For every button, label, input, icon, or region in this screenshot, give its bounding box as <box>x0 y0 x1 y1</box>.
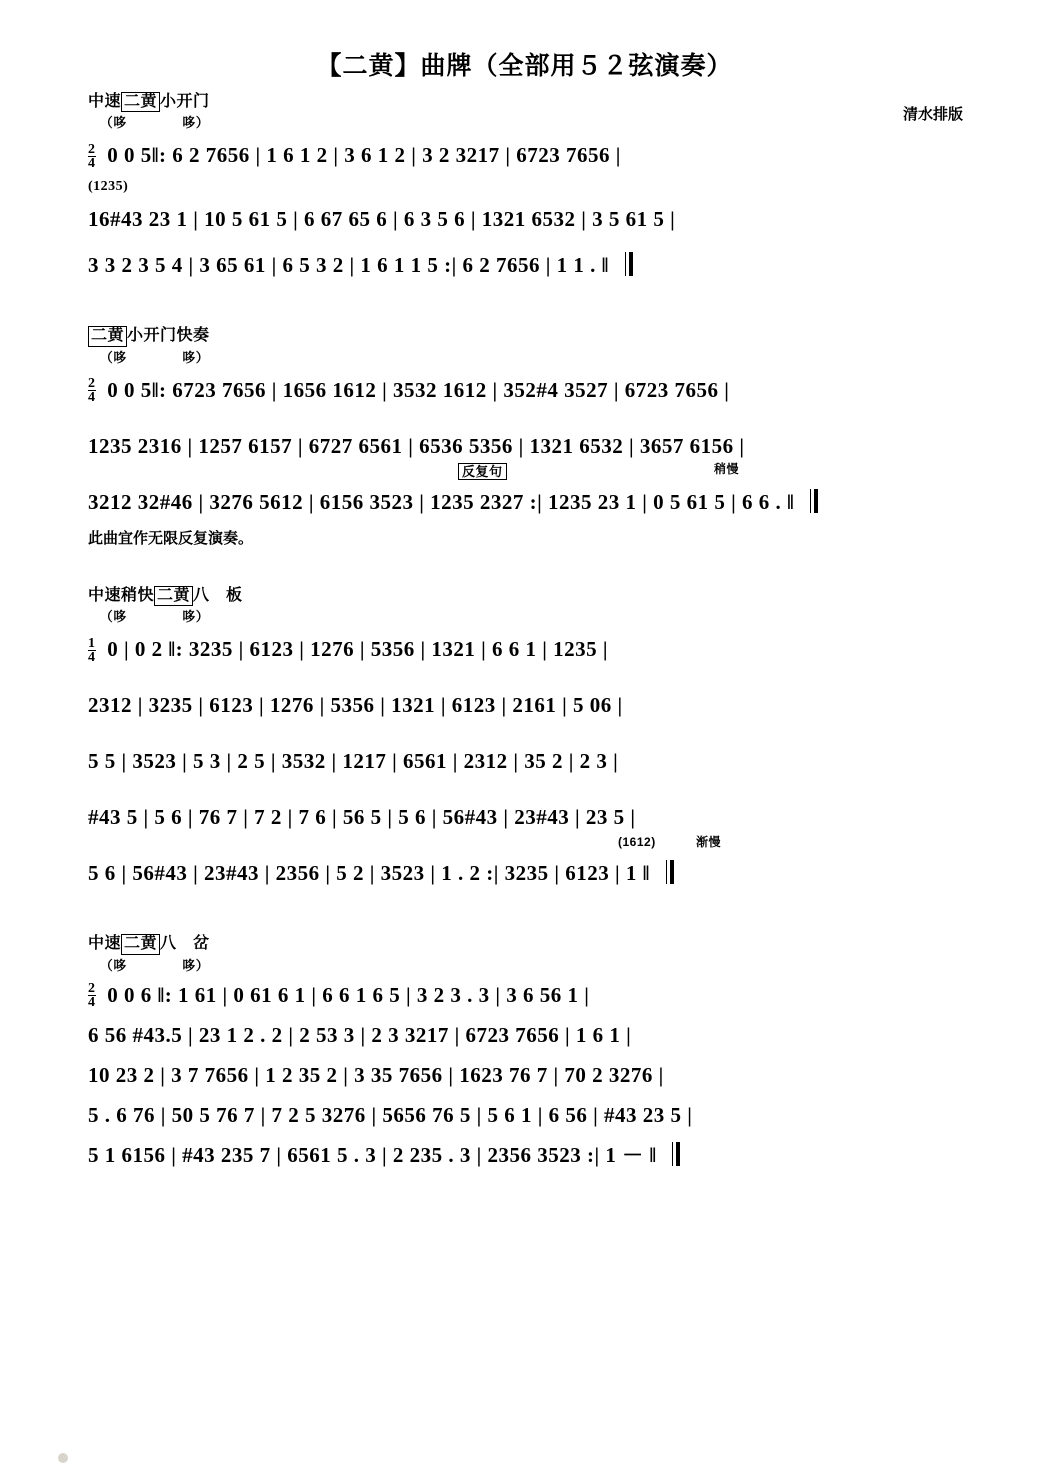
cue-line-3 <box>88 608 1049 626</box>
cue-line-4 <box>88 957 1049 975</box>
section-head-baban <box>88 582 1049 606</box>
time-signature: $\frac{2}{4}$ <box>88 141 96 172</box>
notation-line-s3-3 <box>88 738 1049 784</box>
notation-line-s3-4 <box>88 794 1049 840</box>
section-name: 八 岔 <box>160 935 210 953</box>
notation-text: 5 6 | 56#43 | 23#43 | 2356 | 5 2 | 3523 | 1 . 2 :| 3235 | 6123 | 1 ‖ <box>88 861 650 886</box>
corner-watermark-dot <box>58 1453 68 1463</box>
notation-text: 5 5 | 3523 | 5 3 | 2 5 | 3532 | 1217 | 6561 | 2312 | 35 2 | 2 3 | <box>88 749 619 774</box>
section-name: 小开门快奏 <box>127 327 210 345</box>
cue-right: 哆） <box>182 957 210 973</box>
section-tempo: 中速 <box>88 935 122 953</box>
section-boxed-label: 二黄 <box>121 934 160 954</box>
notation-line-s4-1 <box>88 975 1049 1015</box>
notation-text: 5 . 6 76 | 50 5 76 7 | 7 2 5 3276 | 5656 76 5 | 5 6 1 | 6 56 | #43 23 5 | <box>88 1102 693 1127</box>
section-boxed-label: 二黄 <box>121 92 160 112</box>
section-head-xiaokaimen-kuaizou <box>88 322 1049 346</box>
notation-text: 5 1 6156 | #43 235 7 | 6561 5 . 3 | 2 235 . 3 | 2356 3523 :| 1 － ‖ <box>88 1142 657 1167</box>
notation-line-s2-3 <box>88 461 1049 525</box>
time-signature: $\frac{2}{4}$ <box>88 376 96 406</box>
notation-text: 0 0 5‖: 6 2 7656 | 1 6 1 2 | 3 6 1 2 | 3 2 3217 | 6723 7656 | <box>107 143 621 168</box>
final-barline <box>810 483 821 529</box>
performance-note: 此曲宜作无限反复演奏。 <box>88 529 254 547</box>
final-barline <box>672 1139 683 1179</box>
alt-ending-label: (1612) <box>618 835 656 850</box>
cue-left: （哆 <box>99 957 127 973</box>
notation-text: 10 23 2 | 3 7 7656 | 1 2 35 2 | 3 35 7656 | 1623 76 7 | 70 2 3276 | <box>88 1062 664 1087</box>
cue-right: 哆） <box>182 349 210 365</box>
final-barline <box>625 246 636 292</box>
tempo-mark-slower: 稍慢 <box>714 461 740 476</box>
notation-line-s3-2 <box>88 682 1049 728</box>
cue-line-1 <box>88 114 1049 132</box>
section-boxed-label: 二黄 <box>88 326 127 346</box>
notation-text: 6 56 #43.5 | 23 1 2 . 2 | 2 53 3 | 2 3 3217 | 6723 7656 | 1 6 1 | <box>88 1022 632 1047</box>
notation-text: 16#43 23 1 | 10 5 61 5 | 6 67 65 6 | 6 3 5 6 | 1321 6532 | 3 5 61 5 | <box>88 207 676 232</box>
cue-left: （哆 <box>99 115 127 131</box>
cue-line-2 <box>88 349 1049 367</box>
notation-text: 0 0 5‖: 6723 7656 | 1656 1612 | 3532 1612 | 352#4 3527 | 6723 7656 | <box>107 377 730 402</box>
notation-line-s4-5 <box>88 1135 1049 1175</box>
notation-text: 0 | 0 2 ‖: 3235 | 6123 | 1276 | 5356 | 1321 | 6 6 1 | 1235 | <box>107 637 609 662</box>
cue-right: 哆） <box>182 609 210 625</box>
tempo-mark-ritard: 渐慢 <box>696 835 722 850</box>
notation-line-s2-1 <box>88 367 1049 413</box>
cue-right: 哆） <box>182 115 210 131</box>
section-boxed-label: 二黄 <box>154 586 193 606</box>
notation-line-s4-4 <box>88 1095 1049 1135</box>
notation-text: 3 3 2 3 5 4 | 3 65 61 | 6 5 3 2 | 1 6 1 1 5 :| 6 2 7656 | 1 1 . ‖ <box>88 253 609 278</box>
section-name: 小开门 <box>160 93 210 110</box>
notation-text: 1235 2316 | 1257 6157 | 6727 6561 | 6536 5356 | 1321 6532 | 3657 6156 | <box>88 433 745 458</box>
notation-text: #43 5 | 5 6 | 76 7 | 7 2 | 7 6 | 56 5 | 5 6 | 56#43 | 23#43 | 23 5 | <box>88 805 636 830</box>
cue-left: （哆 <box>99 349 127 365</box>
final-barline <box>666 854 677 900</box>
notation-line-s4-3 <box>88 1055 1049 1095</box>
notation-line-s3-1 <box>88 626 1049 672</box>
notation-line-s1-3 <box>88 196 1049 242</box>
time-signature: $\frac{1}{4}$ <box>88 635 96 665</box>
notation-line-s2-2 <box>88 423 1049 469</box>
notation-line-s4-2 <box>88 1015 1049 1055</box>
notation-line-s1-2-label <box>88 178 1049 196</box>
section-tempo: 中速稍快 <box>88 586 155 604</box>
notation-text: 3212 32#46 | 3276 5612 | 6156 3523 | 1235 2327 :| 1235 23 1 | 0 5 61 5 | 6 6 . ‖ <box>88 489 795 514</box>
time-signature: $\frac{2}{4}$ <box>88 980 96 1011</box>
notation-line-s1-1 <box>88 132 1049 178</box>
page-title: 【二黄】曲牌（全部用５２弦演奏） <box>316 52 733 80</box>
notation-text: 2312 | 3235 | 6123 | 1276 | 5356 | 1321 | 6123 | 2161 | 5 06 | <box>88 693 623 718</box>
alt-ending-label: (1235) <box>88 179 129 195</box>
section-head-bacha <box>88 930 1049 954</box>
byline: 清水排版 <box>902 106 963 123</box>
notation-line-s1-4 <box>88 242 1049 288</box>
section-tempo: 中速 <box>88 93 122 110</box>
cue-left: （哆 <box>99 609 127 625</box>
section-name: 八 板 <box>193 586 243 604</box>
notation-text: 0 0 6 ‖: 1 61 | 0 61 6 1 | 6 6 1 6 5 | 3 2 3 . 3 | 3 6 56 1 | <box>107 982 590 1007</box>
repeat-phrase-label: 反复句 <box>458 463 507 481</box>
notation-line-s3-5 <box>88 835 1049 896</box>
